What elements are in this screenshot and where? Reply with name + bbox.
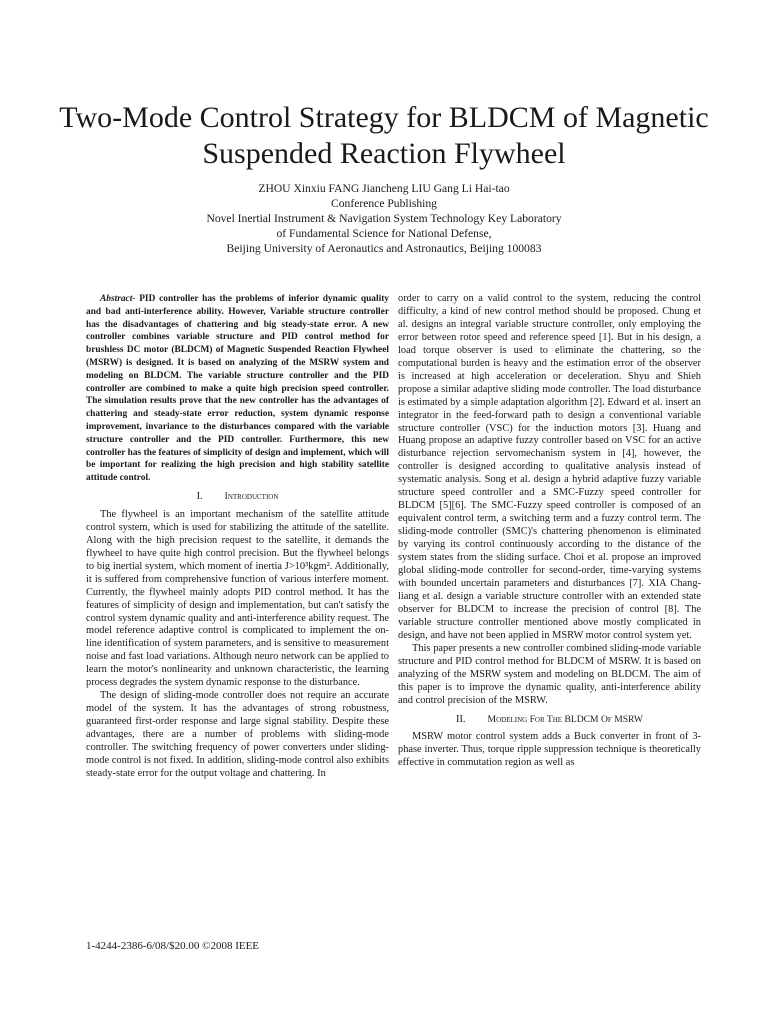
- paragraph: order to carry on a valid control to the system, reducing the control difficulty, a kind of new control method should be proposed. Chung et al. designs an integral variable structure controller, only employing the error between rotor speed and reference speed [1]. But in his design, a load torque observer is used to eliminate the chattering, so the computational burden is heavy and the estimation error of the observer is increased at high acceleration or deceleration. Shyu and Shieh propose a similar adaptive sliding mode controller. The load disturbance is estimated by a simple adaptation algorithm [2]. Edward et al. insert an integrator in the feed-forward path to design a conventional variable structure controller (VSC) for the induction motors [3]. Huang and Huang propose an adaptive fuzzy controller based on VSC for an active disturbance rejection servomechanism system in [4], however, the controller is designed according to qualitative analysis instead of systematic analysis. Song et al. design a hybrid adaptive fuzzy variable structure speed controller and a SMC-Fuzzy speed controller for BLDCM [5][6]. The SMC-Fuzzy speed controller is composed of an equivalent control term, a switching term and a fuzzy control term. The sliding-mode controller (SMC)'s chattering phenomenon is eliminated by varying its control continuously according to the distance of the system states from the sliding surface. Choi et al. propose an improved global sliding-mode controller for second-order, time-varying systems with bounded uncertain parameters and disturbances [7]. XIA Chang-liang et al. design a variable structure controller with an extended state observer for BLDCM to increase the precision of control [8]. The variable structure controller mentioned above mostly complicated in design, and have not been applied in MSRW motor control system yet.: [398, 293, 701, 641]
- section-heading-introduction: [86, 491, 389, 504]
- section-number: II.: [456, 713, 466, 725]
- affiliation-line-3: Beijing University of Aeronautics and Astronautics, Beijing 100083: [226, 242, 542, 255]
- paragraph: The flywheel is an important mechanism of the satellite attitude control system, which is used for stabilizing the attitude of the satellite. Along with the high precision request to the satellite, it demands the flywheel to have quite high control precision. But the flywheel belongs to big inertial system, which moment of inertia J>10³kgm². Additionally, it is suffered from comprehensive function of various interfere moment. Currently, the flywheel mainly adopts PID control method. It has the features of simplicity of design and implementation, but can't satisfy the control system dynamic quality and anti-interference ability request. The model reference adaptive control is complicated to implement the on-line identification of system parameters, and is sensitive to measurement noise and fast load variations. Although neuro network can be applied to learn the motor's nonlinearity and unknown characteristic, the learning process degrades the system dynamic response to the disturbance.: [86, 508, 389, 689]
- abstract: [86, 293, 389, 485]
- affiliation-line-2: of Fundamental Science for National Defense,: [276, 227, 492, 240]
- right-column: [398, 293, 701, 770]
- publisher: Conference Publishing: [331, 197, 437, 210]
- abstract-label: Abstract-: [100, 294, 136, 304]
- copyright-footer: 1-4244-2386-6/08/$20.00 ©2008 IEEE: [86, 940, 260, 952]
- paragraph: This paper presents a new controller combined sliding-mode variable structure and PID control method for BLDCM of MSRW. It is based on analyzing of the MSRW system and modeling on BLDCM. The aim of this paper is to improve the dynamic quality, anti-interference ability and control precision of the MSRW.: [398, 642, 701, 706]
- section-title: Introduction: [224, 490, 279, 502]
- paper-title: Two-Mode Control Strategy for BLDCM of Magnetic Suspended Reaction Flywheel: [59, 101, 709, 170]
- author-names: ZHOU Xinxiu FANG Jiancheng LIU Gang Li Hai-tao: [258, 182, 510, 195]
- paragraph: MSRW motor control system adds a Buck converter in front of 3-phase inverter. Thus, torque ripple suppression technique is theoretically effective in commutation region as well as: [398, 731, 701, 769]
- section-number: I.: [196, 490, 203, 502]
- author-block: [84, 181, 684, 256]
- section-title: Modeling For The BLDCM Of MSRW: [487, 713, 643, 725]
- left-column: [86, 293, 389, 781]
- abstract-text: PID controller has the problems of inferior dynamic quality and bad anti-interference ability. However, Variable structure controller has the disadvantages of chattering and big steady-state error. A new controller combines variable structure and PID control method for brushless DC motor (BLDCM) of Magnetic Suspended Reaction Flywheel (MSRW) is designed. It is based on analyzing of the MSRW system and modeling on BLDCM. The variable structure controller and the PID controller are combined to make a quite high precision speed controller. The simulation results prove that the new controller has the advantages of chattering and steady-state error reduction, system dynamic response improvement, invariance to the disturbances compared with the variable structure controller and the PID controller. Furthermore, this new controller has the features of simplicity of design and implement, which will be important for realizing the high precision and high stability satellite attitude control.: [86, 294, 389, 484]
- affiliation-line-1: Novel Inertial Instrument & Navigation System Technology Key Laboratory: [206, 212, 562, 225]
- paragraph: The design of sliding-mode controller does not require an accurate model of the system. It has the advantages of strong robustness, guaranteed first-order response and large signal stability. Despite these advantages, there are a number of problems with sliding-mode controller. The switching frequency of power converters under sliding-mode control is not fixed. In addition, sliding-mode control also exhibits steady-state error for the output voltage and chattering. In: [86, 690, 389, 779]
- section-heading-modeling: [398, 714, 701, 727]
